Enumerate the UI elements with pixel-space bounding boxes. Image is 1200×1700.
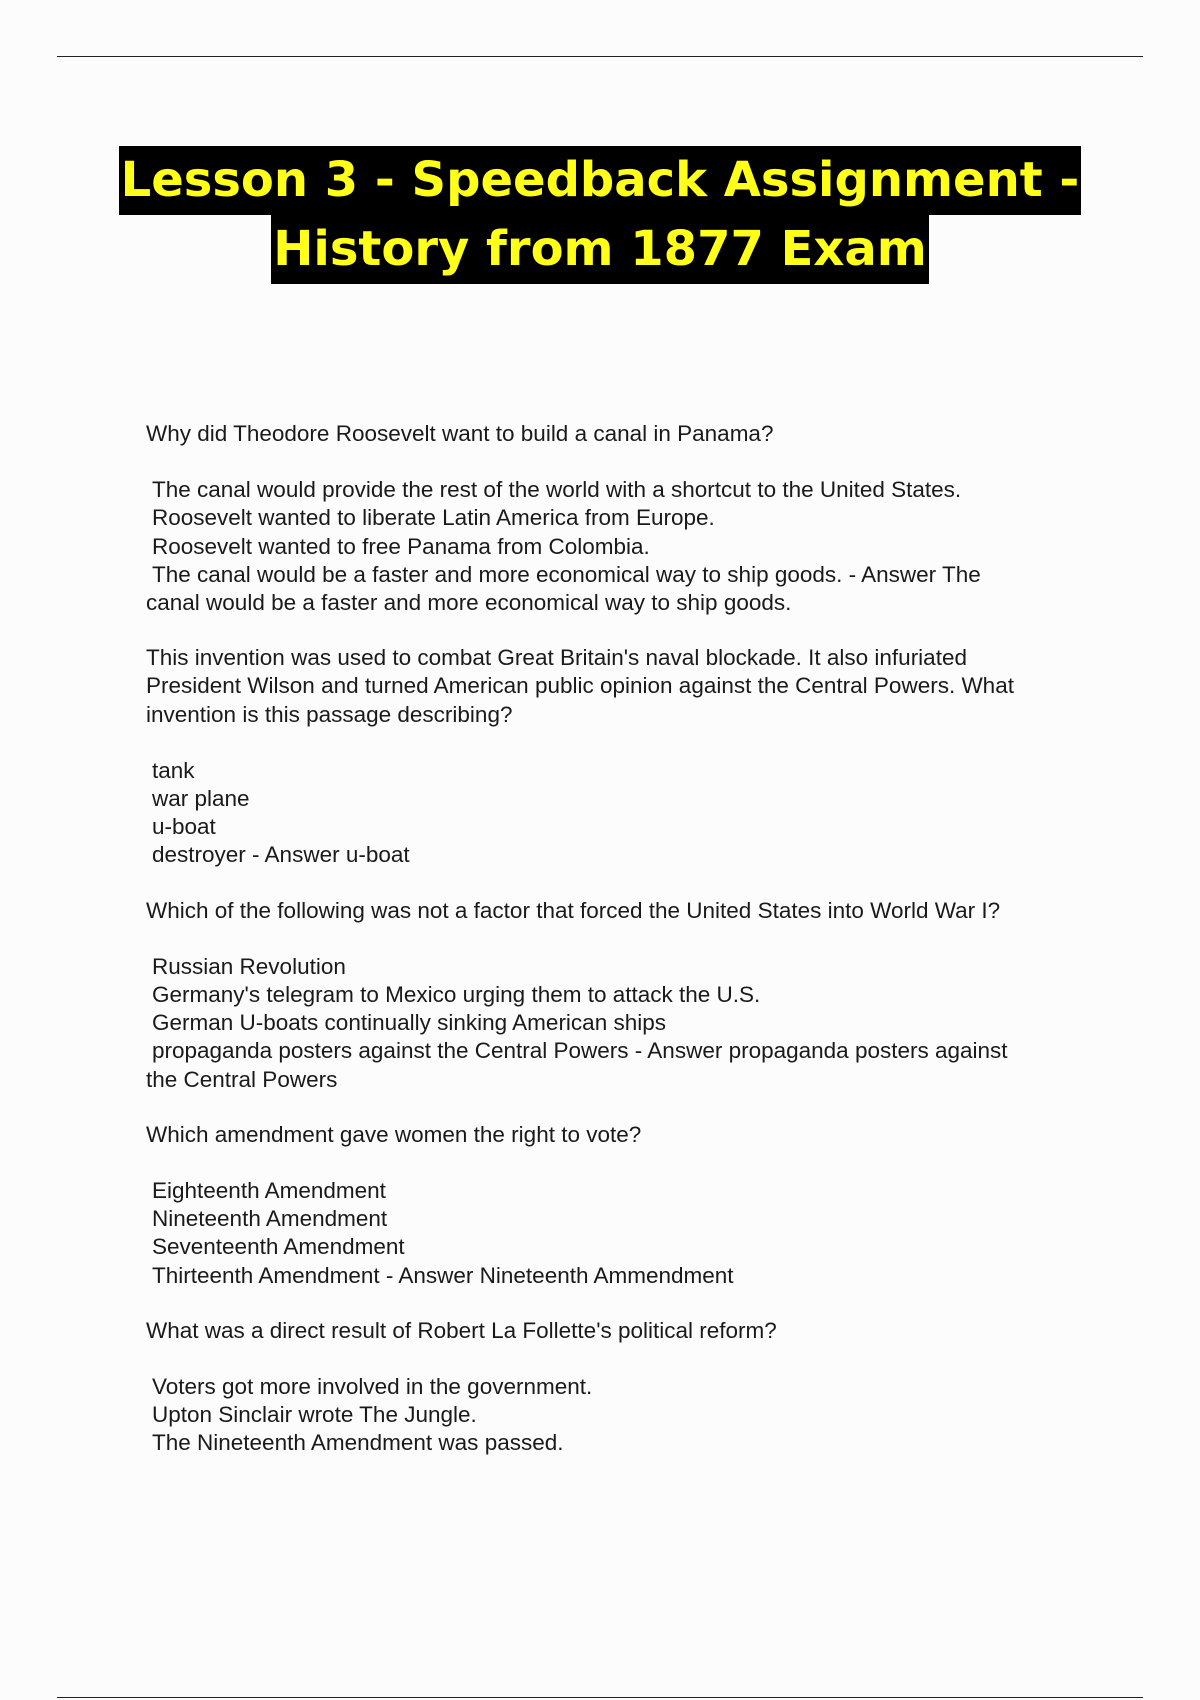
question-text: President Wilson and turned American public opinion against the Central Powers. What xyxy=(146,673,1014,699)
question-text: invention is this passage describing? xyxy=(146,701,513,727)
question-text: What was a direct result of Robert La Follette's political reform? xyxy=(146,1317,777,1343)
title-line-1: Lesson 3 - Speedback Assignment - xyxy=(119,146,1082,215)
answer-option: The canal would be a faster and more economical way to ship goods. - Answer The xyxy=(152,561,981,587)
answer-option: The Nineteenth Amendment was passed. xyxy=(152,1430,564,1456)
question-block xyxy=(146,420,1086,617)
answer-continuation: canal would be a faster and more economical way to ship goods. xyxy=(146,590,792,616)
answer-option: Germany's telegram to Mexico urging them to attack the U.S. xyxy=(152,982,761,1008)
top-rule xyxy=(57,56,1143,57)
question-text: Which of the following was not a factor that forced the United States into World War I? xyxy=(146,897,1001,923)
answer-option: propaganda posters against the Central Powers - Answer propaganda posters against xyxy=(152,1038,1008,1064)
answer-continuation: the Central Powers xyxy=(146,1066,338,1092)
bottom-rule xyxy=(57,1697,1143,1698)
answer-option: Roosevelt wanted to free Panama from Colombia. xyxy=(152,533,650,559)
question-block xyxy=(146,1121,1086,1290)
answer-option: war plane xyxy=(152,786,250,812)
answer-option: Nineteenth Amendment xyxy=(152,1206,388,1232)
answer-option: The canal would provide the rest of the world with a shortcut to the United States. xyxy=(152,477,962,503)
answer-option: u-boat xyxy=(152,814,216,840)
answer-option: Russian Revolution xyxy=(152,953,346,979)
question-text: This invention was used to combat Great Britain's naval blockade. It also infuriated xyxy=(146,645,967,671)
question-text: Which amendment gave women the right to vote? xyxy=(146,1121,642,1147)
document-title xyxy=(100,146,1100,284)
question-block xyxy=(146,644,1086,869)
title-line-2: History from 1877 Exam xyxy=(271,215,929,284)
answer-option: Seventeenth Amendment xyxy=(152,1234,405,1260)
answer-option: Upton Sinclair wrote The Jungle. xyxy=(152,1402,477,1428)
answer-option: Thirteenth Amendment - Answer Nineteenth Ammendment xyxy=(152,1262,734,1288)
question-list xyxy=(146,420,1086,1485)
answer-option: German U-boats continually sinking American ships xyxy=(152,1010,666,1036)
answer-option: tank xyxy=(152,757,195,783)
question-block xyxy=(146,1317,1086,1458)
question-block xyxy=(146,897,1086,1094)
answer-option: Roosevelt wanted to liberate Latin America from Europe. xyxy=(152,505,715,531)
question-text: Why did Theodore Roosevelt want to build a canal in Panama? xyxy=(146,421,774,446)
answer-option: Eighteenth Amendment xyxy=(152,1178,386,1204)
answer-option: destroyer - Answer u-boat xyxy=(152,842,410,868)
answer-option: Voters got more involved in the government. xyxy=(152,1374,593,1400)
